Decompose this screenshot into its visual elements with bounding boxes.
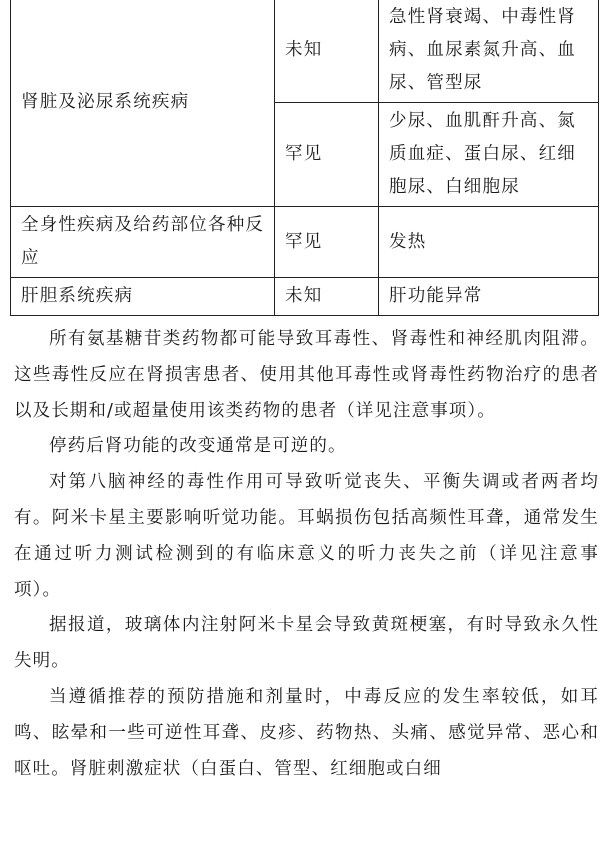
paragraph-reversibility: 停药后肾功能的改变通常是可逆的。 [49, 436, 347, 457]
reaction-cell: 少尿、血肌酐升高、氮质血症、蛋白尿、红细胞尿、白细胞尿 [379, 103, 599, 207]
organ-system-cell: 全身性疾病及给药部位各种反应 [11, 207, 275, 278]
paragraph-low-incidence: 当遵循推荐的预防措施和剂量时，中毒反应的发生率较低，如耳鸣、眩晕和一些可逆性耳聋、皮疹、药物热、头痛、感觉异常、恶心和呕吐。肾脏刺激症状（白蛋白、管型、红细胞或白细 [14, 686, 599, 779]
table-row [11, 278, 599, 316]
organ-system-cell: 肝胆系统疾病 [11, 278, 275, 316]
paragraph-ototoxicity: 对第八脑神经的毒性作用可导致听觉丧失、平衡失调或者两者均有。阿米卡星主要影响听觉功能。耳蜗损伤包括高频性耳聋，通常发生在通过听力测试检测到的有临床意义的听力丧失之前（详见注意事项）。 [14, 472, 599, 600]
frequency-cell: 未知 [275, 0, 379, 103]
reaction-cell: 急性肾衰竭、中毒性肾病、血尿素氮升高、血尿、管型尿 [379, 0, 599, 103]
organ-system-cell: 肾脏及泌尿系统疾病 [11, 0, 275, 207]
adverse-reaction-table [10, 0, 599, 316]
body-text [14, 322, 599, 787]
frequency-cell: 未知 [275, 278, 379, 316]
frequency-cell: 罕见 [275, 207, 379, 278]
paragraph-toxicity-overview: 所有氨基糖苷类药物都可能导致耳毒性、肾毒性和神经肌肉阻滞。这些毒性反应在肾损害患者、使用其他耳毒性或肾毒性药物治疗的患者以及长期和/或超量使用该类药物的患者（详见注意事项）。 [14, 329, 599, 421]
frequency-cell: 罕见 [275, 103, 379, 207]
reaction-cell: 发热 [379, 207, 599, 278]
reaction-cell: 肝功能异常 [379, 278, 599, 316]
table-row [11, 207, 599, 278]
paragraph-macular-infarction: 据报道，玻璃体内注射阿米卡星会导致黄斑梗塞，有时导致永久性失明。 [14, 615, 599, 672]
table-row [11, 0, 599, 103]
